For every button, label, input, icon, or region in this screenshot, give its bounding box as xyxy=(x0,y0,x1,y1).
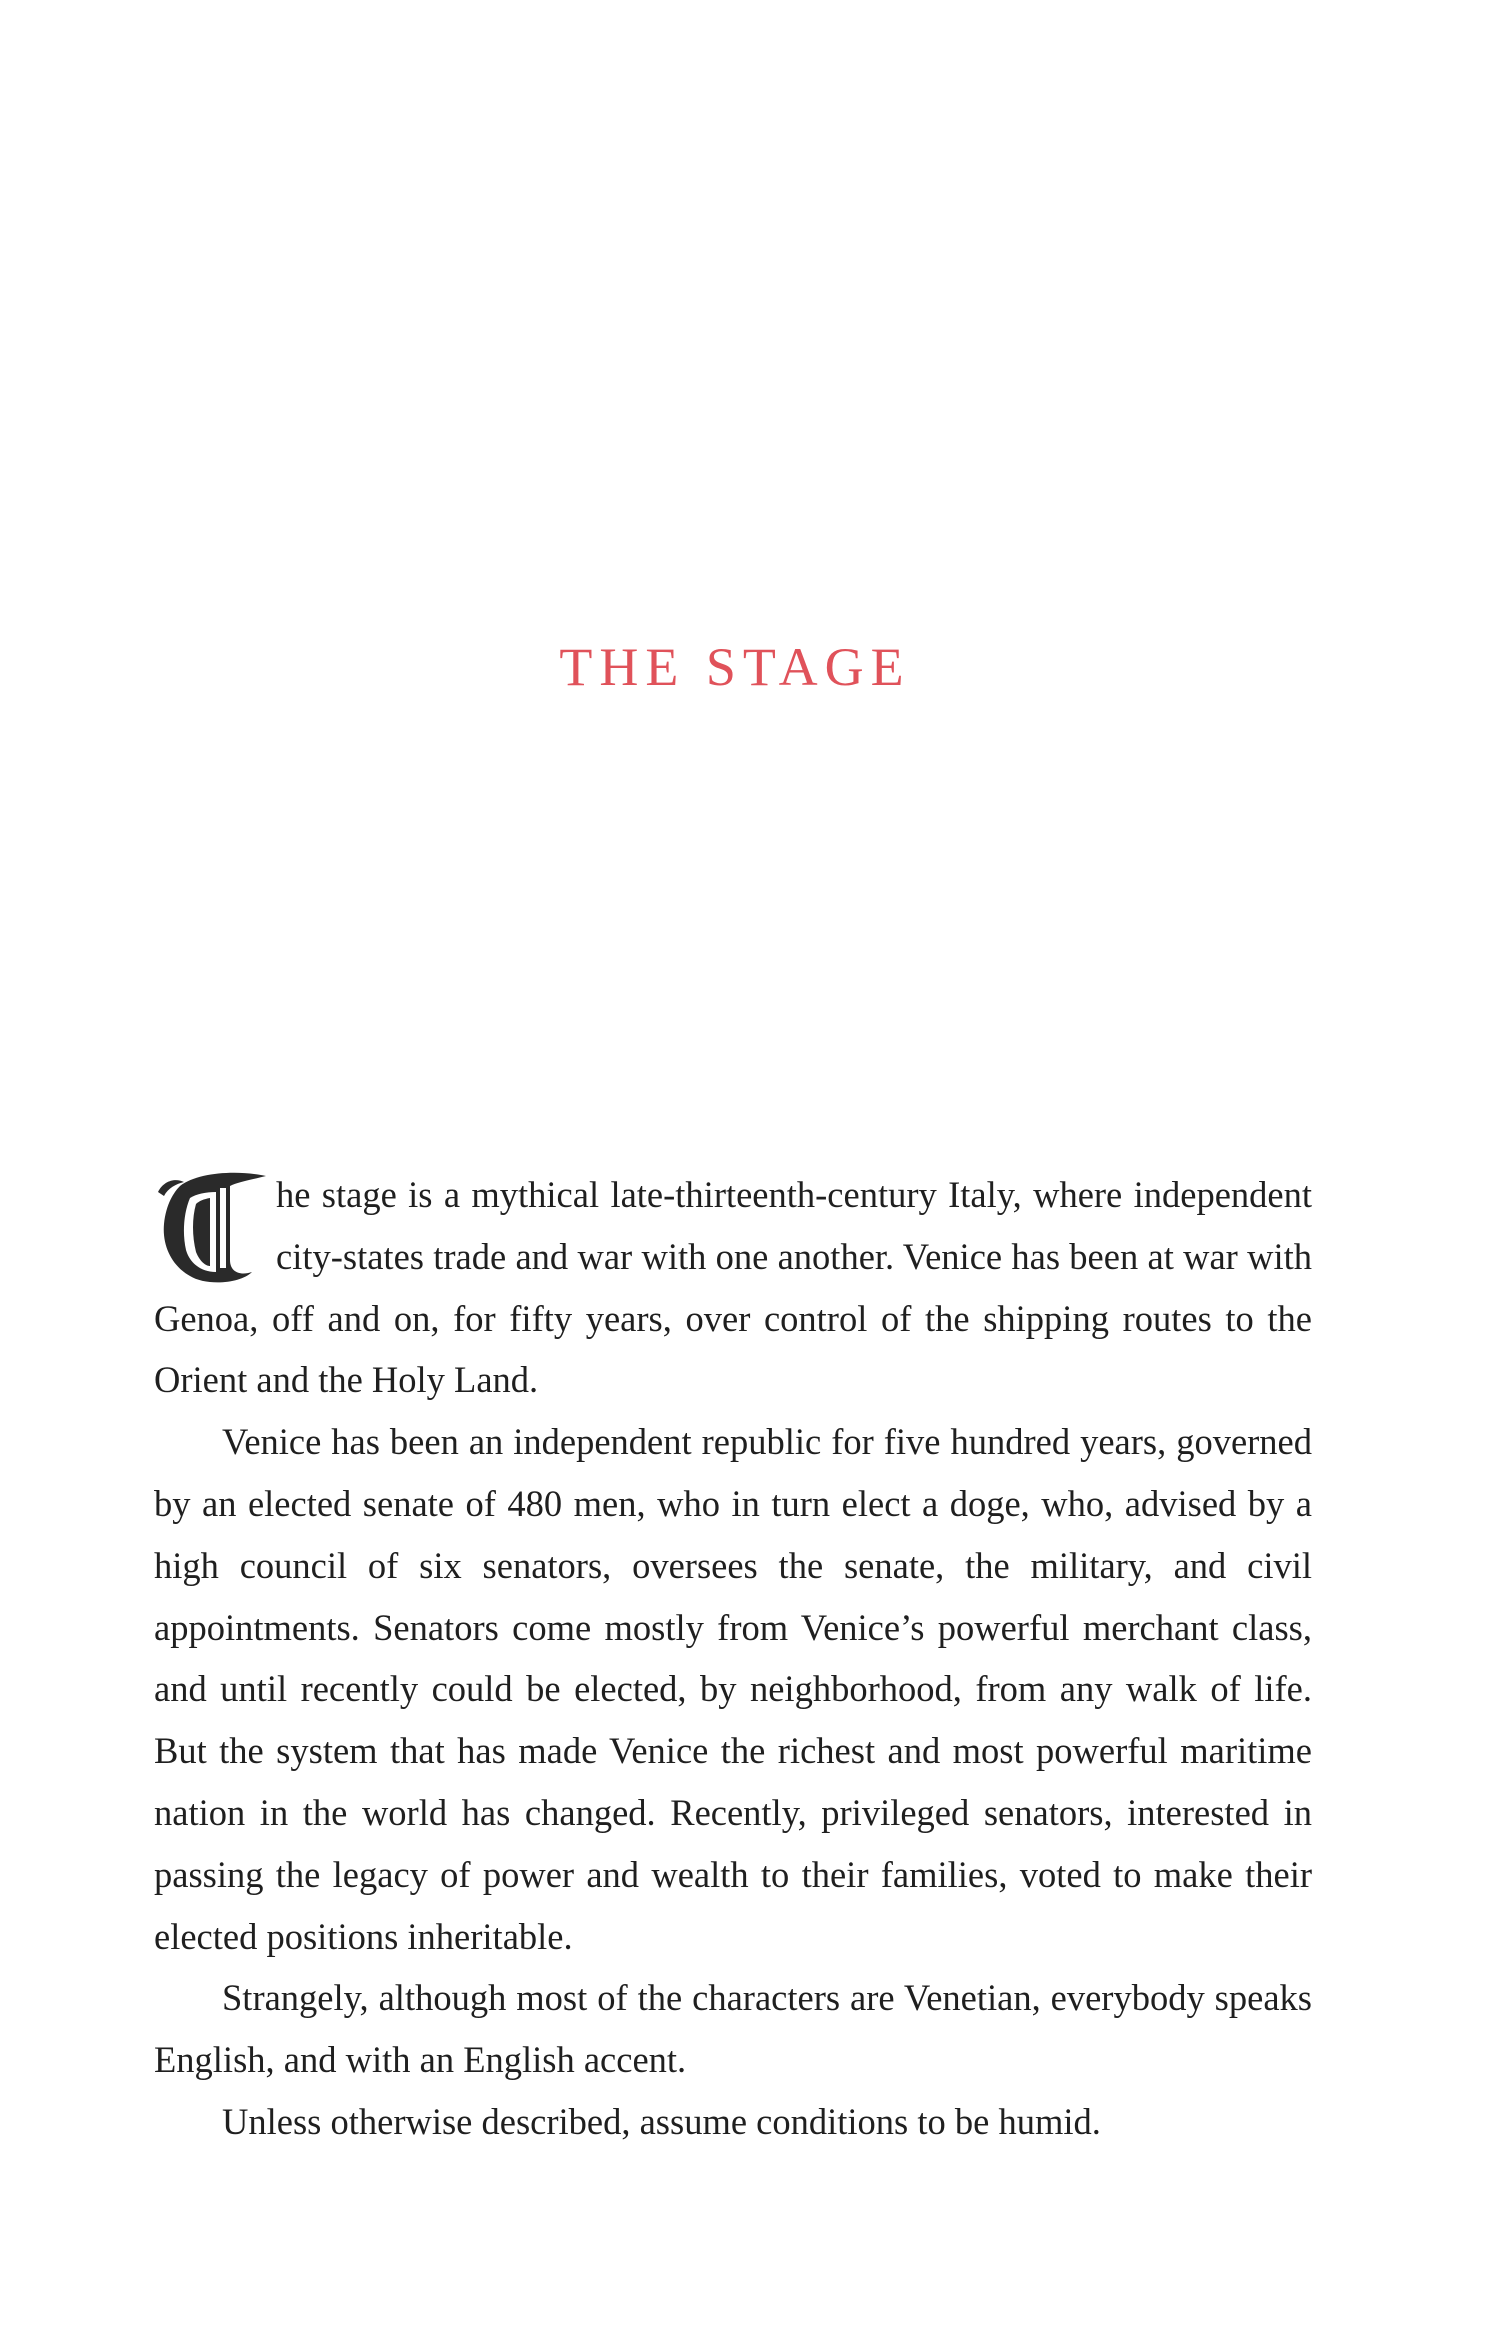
body-text xyxy=(154,1164,1312,2153)
page-title: THE STAGE xyxy=(559,637,911,697)
paragraph-1-text: he stage is a mythical late-thirteenth-century Italy, where independent city-states trade and war with one another. Venice has been at war with Genoa, off and on, for fifty years, over control of the shipping routes to the Orient and the Holy Land. xyxy=(154,1174,1312,1401)
paragraph-2: Venice has been an independent republic for five hundred years, governed by an elected senate of 480 men, who in turn elect a doge, who, advised by a high council of six senators, oversees the senate, the military, and civil appointments. Senators come mostly from Venice’s powerful merchant class, and until recently could be elected, by neighborhood, from any walk of life. But the system that has made Venice the richest and most powerful maritime nation in the world has changed. Recently, privileged senators, interested in passing the legacy of power and wealth to their families, voted to make their elected positions inheritable. xyxy=(154,1421,1312,1957)
paragraph-3: Strangely, although most of the characters are Venetian, everybody speaks English, and with an English accent. xyxy=(154,1977,1312,2081)
paragraph-4: Unless otherwise described, assume conditions to be humid. xyxy=(222,2100,1101,2142)
drop-cap-t-icon xyxy=(150,1168,272,1284)
paragraph-1 xyxy=(154,1164,1312,1411)
